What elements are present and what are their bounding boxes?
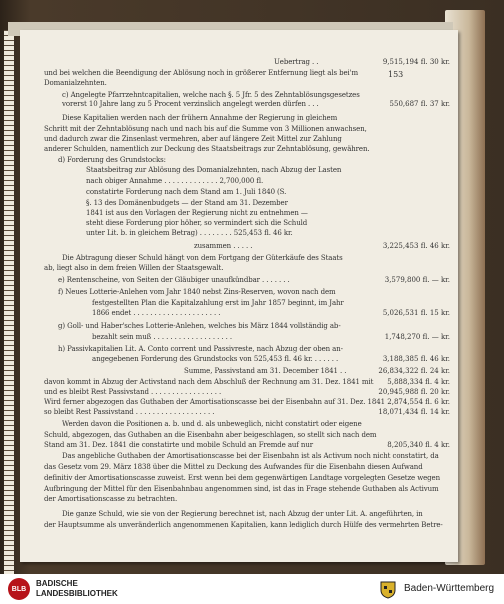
text-line: f) Neues Lotterie-Anlehen vom Jahr 1840 nebst Zins-Reserven, wovon nach dem (58, 288, 336, 296)
amount-value: 8,205,340 fl. 4 kr. (387, 441, 450, 449)
text-line: der Hauptsumme als unveränderlich angenommenen Kapitalien, kann lediglich durch Hülfe des vermehrten Betre- (44, 521, 443, 529)
state-name[interactable]: Baden-Württemberg (404, 583, 495, 594)
text-line: Schritt mit der Zehntablösung nach und nach bis auf die Summe von 3 Millionen anwachsen, (44, 125, 367, 133)
book-page (20, 30, 458, 562)
text-line: steht diese Forderung pior höher, so vermindert sich die Schuld (86, 219, 308, 227)
amount-value: 5,888,334 fl. 4 kr. (387, 378, 450, 386)
text-line: Diese Kapitalien werden nach der frühern Annahme der Regierung in gleichem (62, 114, 338, 122)
text-line: Die ganze Schuld, wie sie von der Regierung berechnet ist, nach Abzug der unter Lit. A. angeführten, in (62, 510, 423, 518)
text-line: das Gesetz vom 29. März 1838 über die Mittel zu Deckung des Aufwandes für die Eisenbahn diesen Aufwand (44, 463, 423, 471)
amount-value: 5,026,531 fl. 15 kr. (382, 309, 450, 317)
text-line: definitiv der Amortisationscasse zuweist. Erst wenn bei dem gegenwärtigen Landtage vorgelegten Gesetze wegen (44, 474, 440, 482)
text-line: §. 13 des Domänenbudgets — der Stand am 31. Dezember (86, 199, 288, 207)
text-line: Stand am 31. Dez. 1841 die constatirte und mobile Schuld an Fremde auf nur (44, 441, 313, 449)
text-line: anderer Schulden, namentlich zur Deckung des Staatsbeitrags zur Zehntablösung, gewähren. (44, 145, 370, 153)
amount-value: 1,748,270 fl. — kr. (384, 333, 450, 341)
amount-value: 18,071,434 fl. 14 kr. (378, 408, 450, 416)
text-line: unter Lit. b. in gleichem Betrag) . . . . . . . . 525,453 fl. 46 kr. (86, 229, 293, 237)
amount-value: 9,515,194 fl. 30 kr. (382, 58, 450, 66)
text-line: e) Rentenscheine, von Seiten der Gläubiger unaufkündbar . . . . . . . (58, 276, 290, 284)
library-name-line1: BADISCHE (36, 579, 78, 588)
text-line: vorerst 10 Jahre lang zu 5 Procent verzinslich angelegt werden dürfen . . . (62, 100, 319, 108)
text-line: festgestellten Plan die Kapitalzahlung erst im Jahr 1857 beginnt, im Jahr (92, 299, 344, 307)
text-line: ab, liegt also in dem freien Willen der Staatsgewalt. (44, 264, 224, 272)
text-line: und bei welchen die Beendigung der Ablösung noch in größerer Entfernung liegt als bei'm (44, 69, 359, 77)
baden-wuerttemberg-crest-icon (378, 579, 398, 599)
amount-value: 20,945,988 fl. 20 kr. (378, 388, 450, 396)
text-line: und es bleibt Rest Passivstand . . . . . . . . . . . . . . . . . (44, 388, 222, 396)
amount-value: 2,874,554 fl. 6 kr. (387, 398, 450, 406)
text-line: h) Passivkapitalien Lit. A. Conto corrent und Passivreste, nach Abzug der oben an- (58, 345, 343, 353)
text-line: g) Goll- und Haber'sches Lotterie-Anlehen, welches bis März 1844 vollständig ab- (58, 322, 341, 330)
page-number: 153 (388, 70, 404, 79)
margin-ruler (4, 30, 14, 590)
text-line: constatirte Forderung nach dem Stand am 1. Juli 1840 (S. (86, 188, 287, 196)
amount-value: 3,225,453 fl. 46 kr. (382, 242, 450, 250)
text-line: zusammen . . . . . (194, 242, 253, 250)
text-line: Wird ferner abgezogen das Guthaben der Amortisationscasse bei der Eisenbahn auf 31. Dez. 1841 (44, 398, 385, 406)
text-line: Aufbringung der Mittel für den Eisenbahnbau angenommen sind, ist das in Frage stehende Guthaben als Activum (44, 485, 439, 493)
text-line: Uebertrag . . (274, 58, 319, 66)
text-line: Das angebliche Guthaben der Amortisationscasse bei der Eisenbahn ist als Activum noch nicht constatirt, da (62, 452, 439, 460)
text-line: angegebenen Forderung des Grundstocks von 525,453 fl. 46 kr. . . . . . . (92, 355, 339, 363)
text-line: davon kommt in Abzug der Activstand nach dem Abschluß der Rechnung am 31. Dez. 1841 mit (44, 378, 374, 386)
text-line: und dadurch zwar die Zinsenlast vermehren, aber auf längere Zeit Mittel zur Zahlung (44, 135, 342, 143)
text-line: 1866 endet . . . . . . . . . . . . . . . . . . . . . (92, 309, 221, 317)
text-line: so bleibt Rest Passivstand . . . . . . . . . . . . . . . . . . . (44, 408, 215, 416)
amount-value: 3,579,800 fl. — kr. (384, 276, 450, 284)
library-name-line2: LANDESBIBLIOTHEK (36, 589, 118, 598)
text-line: d) Forderung des Grundstocks: (58, 156, 166, 164)
amount-value: 3,188,385 fl. 46 kr. (382, 355, 450, 363)
text-line: c) Angelegte Pfarrzehntcapitalien, welche nach §. 5 Jfr. 5 des Zehntablösungsgesetzes (62, 91, 360, 99)
text-line: Werden davon die Positionen a. b. und d. als unbeweglich, nicht constatirt oder eigene (62, 420, 362, 428)
footer-bar (0, 574, 504, 604)
blb-logo[interactable]: BLB (8, 578, 30, 600)
text-line: der Amortisationscasse zu betrachten. (44, 495, 178, 503)
text-line: nach obiger Annahme . . . . . . . . . . . . . 2,700,000 fl. (86, 177, 264, 185)
text-line: 1841 ist aus den Vorlagen der Regierung nicht zu entnehmen — (86, 209, 308, 217)
text-line: bezahlt sein muß . . . . . . . . . . . . . . . . . . . (92, 333, 232, 341)
text-line: Staatsbeitrag zur Ablösung des Domanialzehnten, nach Abzug der Lasten (86, 166, 342, 174)
text-line: Die Abtragung dieser Schuld hängt von dem Fortgang der Güterkäufe des Staats (62, 254, 343, 262)
text-line: Schuld, abgezogen, das Guthaben an die Eisenbahn aber beigeschlagen, so stellt sich nach dem (44, 431, 377, 439)
text-line: Domanialzehnten. (44, 79, 107, 87)
library-name[interactable] (36, 579, 118, 599)
amount-value: 550,687 fl. 37 kr. (389, 100, 450, 108)
text-line: Summe, Passivstand am 31. December 1841 . . (184, 367, 347, 375)
amount-value: 26,834,322 fl. 24 kr. (378, 367, 450, 375)
